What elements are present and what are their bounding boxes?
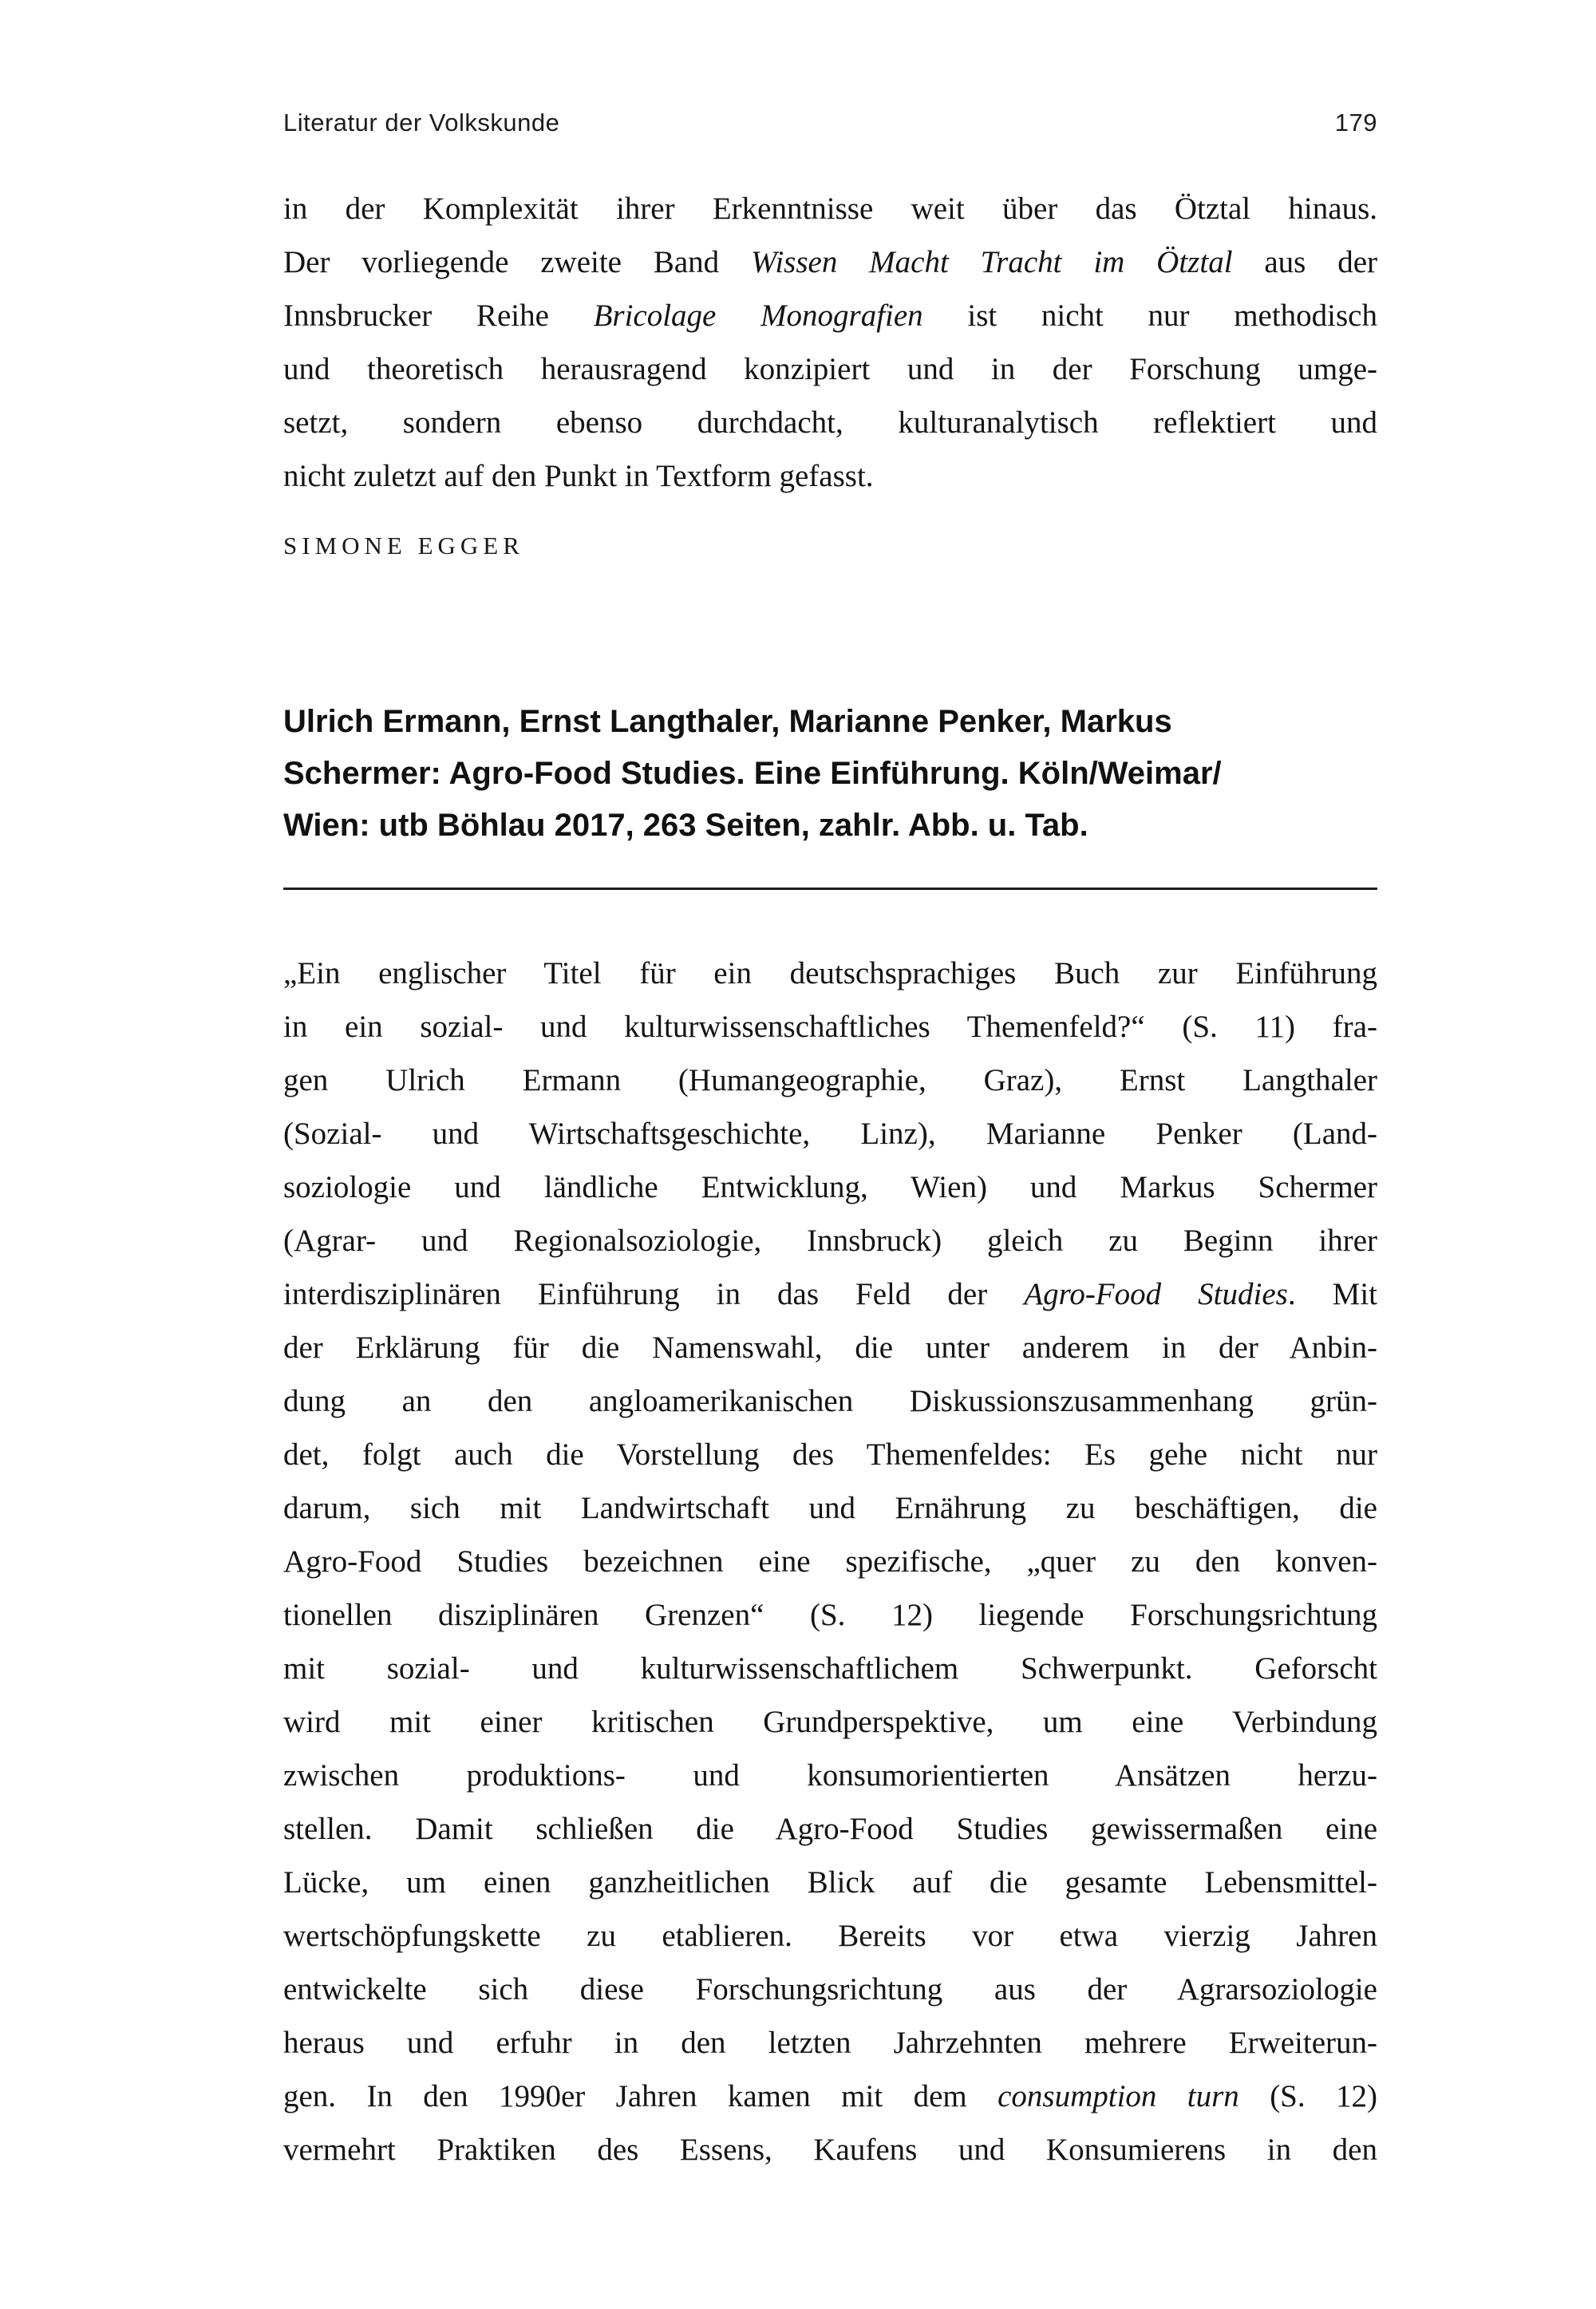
text-line: nicht zuletzt auf den Punkt in Textform gefasst. — [283, 459, 874, 493]
text-line: mit sozial- und kulturwissenschaftlichem Schwerpunkt. Geforscht — [283, 1651, 1377, 1686]
reviewer-signature: SIMONE EGGER — [283, 532, 524, 559]
text-line: stellen. Damit schließen die Agro-Food Studies gewissermaßen eine — [283, 1812, 1377, 1846]
text-line: interdisziplinären Einführung in das Feld der Agro-Food Studies. Mit — [283, 1277, 1377, 1311]
text-line: (Agrar- und Regionalsoziologie, Innsbruck) gleich zu Beginn ihrer — [283, 1224, 1377, 1258]
text-line: entwickelte sich diese Forschungsrichtung aus der Agrarsoziologie — [283, 1972, 1377, 2007]
previous-review-paragraph — [283, 182, 1377, 503]
text-line: Ulrich Ermann, Ernst Langthaler, Marianne Penker, Markus — [283, 704, 1172, 739]
text-line: Lücke, um einen ganzheitlichen Blick auf die gesamte Lebensmittel- — [283, 1865, 1377, 1900]
review-body-paragraph — [283, 947, 1377, 2177]
text-line: „Ein englischer Titel für ein deutschsprachiges Buch zur Einführung — [283, 956, 1377, 990]
text-line: Wien: utb Böhlau 2017, 263 Seiten, zahlr. Abb. u. Tab. — [283, 808, 1088, 843]
text-line: (Sozial- und Wirtschaftsgeschichte, Linz), Marianne Penker (Land- — [283, 1117, 1377, 1151]
review-citation-heading — [283, 696, 1377, 852]
running-header-title: Literatur der Volkskunde — [283, 109, 560, 136]
text-line: heraus und erfuhr in den letzten Jahrzehnten mehrere Erweiterun- — [283, 2026, 1377, 2060]
text-line: dung an den angloamerikanischen Diskussionszusammenhang grün- — [283, 1384, 1377, 1418]
text-line: wertschöpfungskette zu etablieren. Bereits vor etwa vierzig Jahren — [283, 1919, 1377, 1953]
page-number: 179 — [1334, 109, 1377, 136]
text-line: und theoretisch herausragend konzipiert und in der Forschung umge- — [283, 352, 1377, 386]
text-line: gen Ulrich Ermann (Humangeographie, Graz), Ernst Langthaler — [283, 1063, 1377, 1097]
text-line: Innsbrucker Reihe Bricolage Monografien ist nicht nur methodisch — [283, 299, 1377, 333]
text-line: gen. In den 1990er Jahren kamen mit dem consumption turn (S. 12) — [283, 2079, 1377, 2113]
text-line: Schermer: Agro-Food Studies. Eine Einführung. Köln/Weimar/ — [283, 756, 1222, 791]
section-divider-rule — [283, 888, 1377, 890]
running-header — [283, 109, 1377, 137]
text-line: der Erklärung für die Namenswahl, die unter anderem in der Anbin- — [283, 1330, 1377, 1365]
text-line: tionellen disziplinären Grenzen“ (S. 12) liegende Forschungsrichtung — [283, 1598, 1377, 1632]
text-line: zwischen produktions- und konsumorientierten Ansätzen herzu- — [283, 1758, 1377, 1793]
text-line: in ein sozial- und kulturwissenschaftliches Themenfeld?“ (S. 11) fra- — [283, 1010, 1377, 1044]
text-line: wird mit einer kritischen Grundperspektive, um eine Verbindung — [283, 1705, 1377, 1739]
text-line: Agro-Food Studies bezeichnen eine spezifische, „quer zu den konven- — [283, 1544, 1377, 1579]
text-line: in der Komplexität ihrer Erkenntnisse weit über das Ötztal hinaus. — [283, 192, 1377, 226]
text-line: soziologie und ländliche Entwicklung, Wien) und Markus Schermer — [283, 1170, 1377, 1204]
text-line: Der vorliegende zweite Band Wissen Macht Tracht im Ötztal aus der — [283, 245, 1377, 279]
text-line: setzt, sondern ebenso durchdacht, kulturanalytisch reflektiert und — [283, 405, 1377, 440]
text-line: darum, sich mit Landwirtschaft und Ernährung zu beschäftigen, die — [283, 1491, 1377, 1525]
text-line: vermehrt Praktiken des Essens, Kaufens und Konsumierens in den — [283, 2133, 1377, 2167]
text-line: det, folgt auch die Vorstellung des Themenfeldes: Es gehe nicht nur — [283, 1437, 1377, 1472]
